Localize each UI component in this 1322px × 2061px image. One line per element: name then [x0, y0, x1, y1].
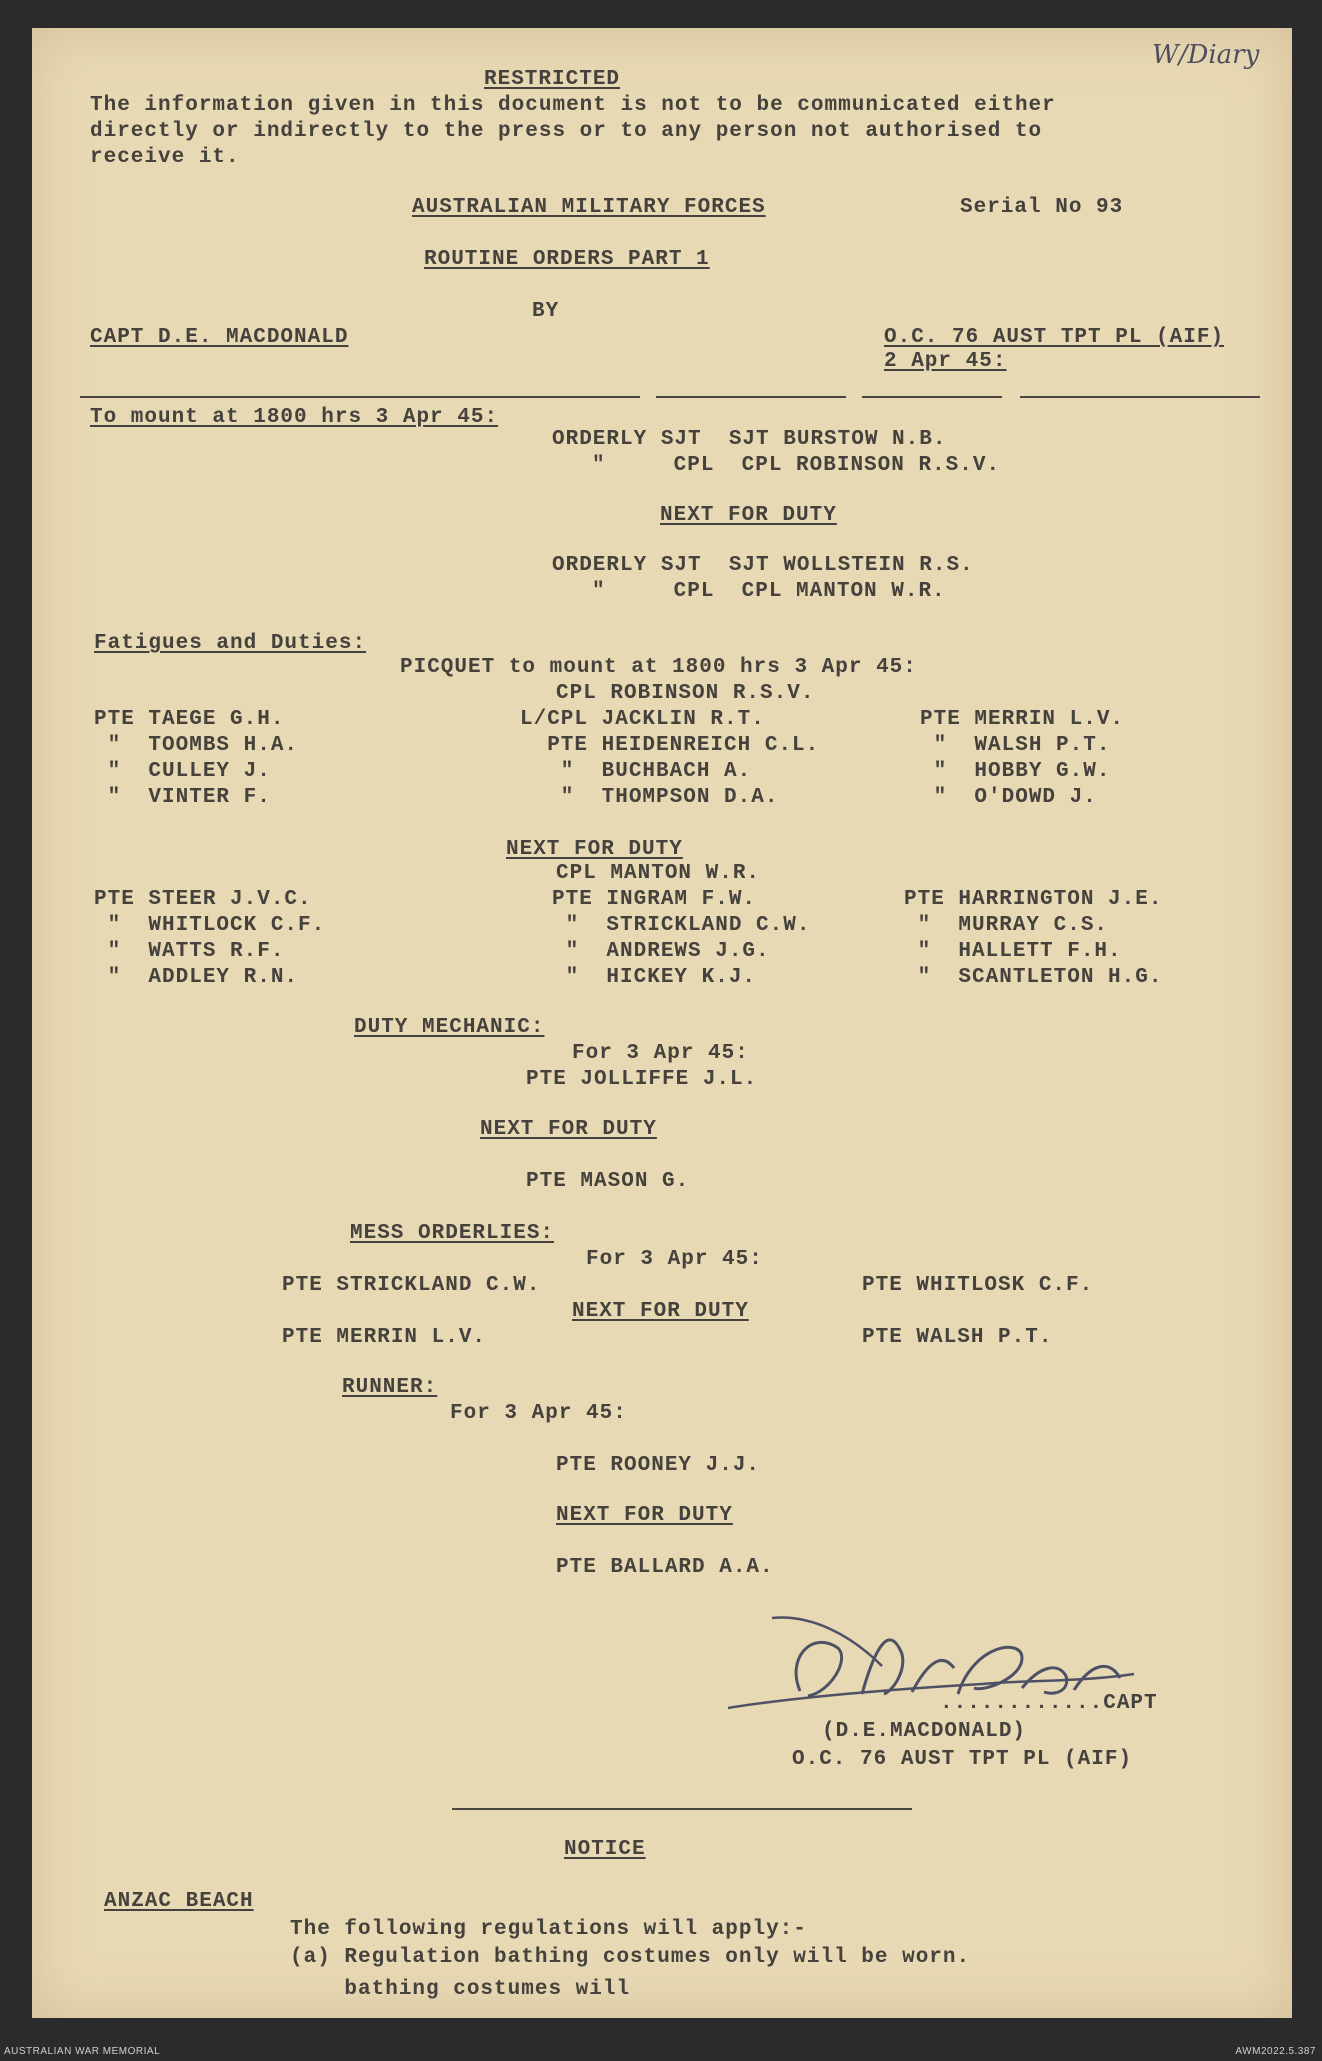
mess-next-right: PTE WALSH P.T. — [862, 1326, 1053, 1349]
picquet-next-name: PTE HARRINGTON J.E. — [904, 888, 1163, 911]
handwritten-annotation: W/Diary — [1152, 40, 1260, 70]
divider-line — [1020, 396, 1260, 398]
divider-line — [656, 396, 846, 398]
officer-name: CAPT D.E. MACDONALD — [90, 326, 349, 349]
runner-for: For 3 Apr 45: — [450, 1402, 627, 1425]
unit-name: O.C. 76 AUST TPT PL (AIF) — [884, 326, 1225, 349]
mount-next-row: ORDERLY SJT SJT WOLLSTEIN R.S. — [552, 554, 974, 577]
picquet-name: " CULLEY J. — [94, 760, 271, 783]
picquet-name: PTE MERRIN L.V. — [920, 708, 1125, 731]
mess-right: PTE WHITLOSK C.F. — [862, 1274, 1094, 1297]
mechanic-name: PTE JOLLIFFE J.L. — [526, 1068, 758, 1091]
runner-heading: RUNNER: — [342, 1376, 438, 1399]
picquet-next-heading: NEXT FOR DUTY — [506, 838, 683, 861]
force-heading: AUSTRALIAN MILITARY FORCES — [412, 196, 766, 219]
picquet-name: " THOMPSON D.A. — [520, 786, 779, 809]
mess-next-heading: NEXT FOR DUTY — [572, 1300, 749, 1323]
mess-left: PTE STRICKLAND C.W. — [282, 1274, 541, 1297]
warning-line: directly or indirectly to the press or to any person not authorised to — [90, 120, 1043, 143]
picquet-name: L/CPL JACKLIN R.T. — [520, 708, 765, 731]
picquet-next-name: PTE STEER J.V.C. — [94, 888, 312, 911]
notice-divider — [452, 1808, 912, 1810]
runner-next-heading: NEXT FOR DUTY — [556, 1504, 733, 1527]
signature-name: (D.E.MACDONALD) — [822, 1720, 1027, 1743]
order-date: 2 Apr 45: — [884, 350, 1007, 373]
runner-next-name: PTE BALLARD A.A. — [556, 1556, 774, 1579]
mess-next-left: PTE MERRIN L.V. — [282, 1326, 487, 1349]
picquet-next-name: " ADDLEY R.N. — [94, 966, 299, 989]
notice-line: The following regulations will apply:- — [290, 1918, 807, 1941]
picquet-name: PTE HEIDENREICH C.L. — [520, 734, 820, 757]
picquet-next-name: " SCANTLETON H.G. — [904, 966, 1163, 989]
picquet-name: " BUCHBACH A. — [520, 760, 752, 783]
picquet-next-name: PTE INGRAM F.W. — [552, 888, 757, 911]
runner-name: PTE ROONEY J.J. — [556, 1454, 761, 1477]
mechanic-heading: DUTY MECHANIC: — [354, 1016, 545, 1039]
by-label: BY — [532, 300, 560, 323]
serial-number: Serial No 93 — [960, 196, 1124, 219]
picquet-next-name: " WHITLOCK C.F. — [94, 914, 326, 937]
mount-next-row: " CPL CPL MANTON W.R. — [592, 580, 946, 603]
picquet-heading: PICQUET to mount at 1800 hrs 3 Apr 45: — [400, 656, 917, 679]
warning-line: The information given in this document is not to be communicated either — [90, 94, 1056, 117]
picquet-name: " TOOMBS H.A. — [94, 734, 299, 757]
picquet-next-name: " ANDREWS J.G. — [552, 940, 770, 963]
notice-line: bathing costumes will — [290, 1978, 631, 2001]
mechanic-next-heading: NEXT FOR DUTY — [480, 1118, 657, 1141]
notice-line: (a) Regulation bathing costumes only will be worn. — [290, 1946, 971, 1969]
picquet-next-name: " HICKEY K.J. — [552, 966, 757, 989]
fatigues-heading: Fatigues and Duties: — [94, 632, 367, 655]
mess-for: For 3 Apr 45: — [586, 1248, 763, 1271]
divider-line — [80, 396, 640, 398]
picquet-cpl: CPL ROBINSON R.S.V. — [556, 682, 815, 705]
picquet-name: " VINTER F. — [94, 786, 271, 809]
signature-dots: ............CAPT — [940, 1692, 1158, 1715]
picquet-name: " O'DOWD J. — [920, 786, 1097, 809]
mess-heading: MESS ORDERLIES: — [350, 1222, 555, 1245]
mount-next-heading: NEXT FOR DUTY — [660, 504, 837, 527]
picquet-name: " HOBBY G.W. — [920, 760, 1111, 783]
picquet-next-name: " WATTS R.F. — [94, 940, 285, 963]
signature-unit: O.C. 76 AUST TPT PL (AIF) — [792, 1748, 1133, 1771]
picquet-name: PTE TAEGE G.H. — [94, 708, 285, 731]
picquet-next-name: " MURRAY C.S. — [904, 914, 1109, 937]
picquet-next-cpl: CPL MANTON W.R. — [556, 862, 761, 885]
notice-heading: NOTICE — [564, 1838, 646, 1861]
footer-left: AUSTRALIAN WAR MEMORIAL — [4, 2046, 161, 2057]
warning-line: receive it. — [90, 146, 240, 169]
divider-line — [862, 396, 1002, 398]
restricted-heading: RESTRICTED — [484, 68, 621, 91]
mount-row: " CPL CPL ROBINSON R.S.V. — [592, 454, 1001, 477]
mount-heading: To mount at 1800 hrs 3 Apr 45: — [90, 406, 499, 429]
document-page — [32, 28, 1292, 2018]
picquet-next-name: " HALLETT F.H. — [904, 940, 1122, 963]
mechanic-for: For 3 Apr 45: — [572, 1042, 749, 1065]
orders-heading: ROUTINE ORDERS PART 1 — [424, 248, 710, 271]
picquet-next-name: " STRICKLAND C.W. — [552, 914, 811, 937]
mount-row: ORDERLY SJT SJT BURSTOW N.B. — [552, 428, 947, 451]
mechanic-next-name: PTE MASON G. — [526, 1170, 690, 1193]
footer-right: AWM2022.5.387 — [1235, 2046, 1316, 2057]
notice-section: ANZAC BEACH — [104, 1890, 254, 1913]
picquet-name: " WALSH P.T. — [920, 734, 1111, 757]
